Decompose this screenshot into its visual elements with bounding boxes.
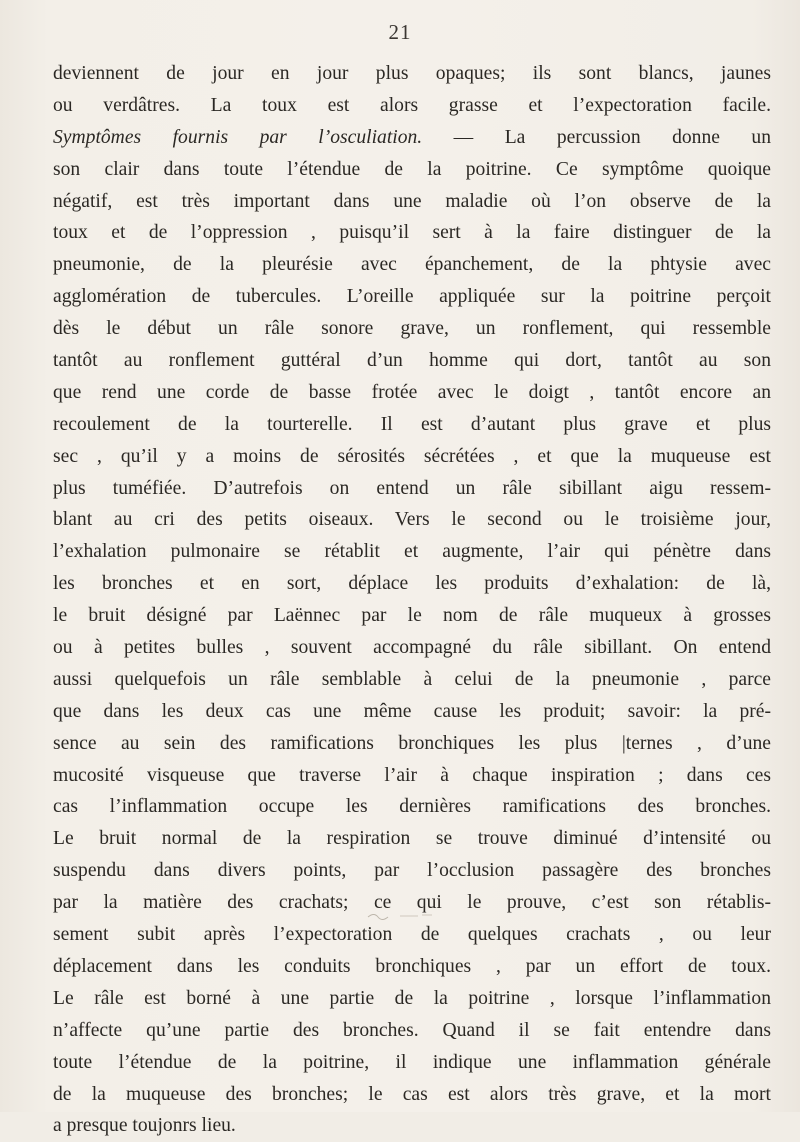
text-line: Le bruit normal de la respiration se trouve diminué d’intensité ou — [53, 828, 771, 850]
text-line: pneumonie, de la pleurésie avec épanchement, de la phtysie avec — [53, 254, 771, 276]
text-line: suspendu dans divers points, par l’occlusion passagère des bronches — [53, 860, 771, 882]
faint-ornament-mark — [360, 910, 440, 922]
text-line: sec , qu’il y a moins de sérosités sécrétées , et que la muqueuse est — [53, 445, 771, 467]
text-line: agglomération de tubercules. L’oreille appliquée sur la poitrine perçoit — [53, 286, 771, 308]
text-line: négatif, est très important dans une maladie où l’on observe de la — [53, 190, 771, 212]
text-line: toux et de l’oppression , puisqu’il sert à la faire distinguer de la — [53, 222, 771, 244]
text-line: que dans les deux cas une même cause les produit; savoir: la pré- — [53, 700, 771, 722]
text-fragment: — La percussion donne un — [422, 126, 771, 148]
text-line: ou verdâtres. La toux est alors grasse et l’expectoration facile. — [53, 94, 771, 116]
text-line: deviennent de jour en jour plus opaques; ils sont blancs, jaunes — [53, 63, 771, 84]
text-line: Le râle est borné à une partie de la poitrine , lorsque l’inflammation — [53, 987, 771, 1009]
text-line-last: a presque toujonrs lieu. — [53, 1115, 236, 1137]
text-line: par la matière des crachats; ce qui le prouve, c’est son rétablis- — [53, 892, 771, 914]
page-number: 21 — [388, 20, 412, 44]
text-line: aussi quelquefois un râle semblable à celui de la pneumonie , parce — [53, 668, 771, 690]
section-heading-line — [53, 122, 771, 154]
text-line: ou à petites bulles , souvent accompagné du râle sibillant. On entend — [53, 637, 771, 659]
text-line: tantôt au ronflement guttéral d’un homme qui dort, tantôt au son — [53, 350, 771, 372]
text-line: déplacement dans les conduits bronchiques , par un effort de toux. — [53, 955, 771, 977]
text-line: sement subit après l’expectoration de quelques crachats , ou leur — [53, 924, 771, 946]
text-line: que rend une corde de basse frotée avec le doigt , tantôt encore an — [53, 381, 771, 403]
text-line: de la muqueuse des bronches; le cas est alors très grave, et la mort — [53, 1083, 771, 1105]
text-line: blant au cri des petits oiseaux. Vers le second ou le troisième jour, — [53, 509, 771, 531]
text-line: plus tuméfiée. D’autrefois on entend un râle sibillant aigu ressem- — [53, 477, 771, 499]
text-line: n’affecte qu’une partie des bronches. Quand il se fait entendre dans — [53, 1019, 771, 1041]
text-line: son clair dans toute l’étendue de la poitrine. Ce symptôme quoique — [53, 158, 771, 180]
text-line: toute l’étendue de la poitrine, il indique une inflammation générale — [53, 1051, 771, 1073]
text-line: les bronches et en sort, déplace les produits d’exhalation: de là, — [53, 573, 771, 595]
body-text — [53, 58, 771, 1142]
text-line: cas l’inflammation occupe les dernières ramifications des bronches. — [53, 796, 771, 818]
text-line: dès le début un râle sonore grave, un ronflement, qui ressemble — [53, 318, 771, 340]
text-line: recoulement de la tourterelle. Il est d’autant plus grave et plus — [53, 413, 771, 435]
text-line: mucosité visqueuse que traverse l’air à chaque inspiration ; dans ces — [53, 764, 771, 786]
text-line: sence au sein des ramifications bronchiques les plus |ternes , d’une — [53, 732, 771, 754]
text-line: l’exhalation pulmonaire se rétablit et augmente, l’air qui pénètre dans — [53, 541, 771, 563]
text-line: le bruit désigné par Laënnec par le nom de râle muqueux à grosses — [53, 605, 771, 627]
section-heading: Symptômes fournis par l’osculiation. — [53, 126, 423, 148]
